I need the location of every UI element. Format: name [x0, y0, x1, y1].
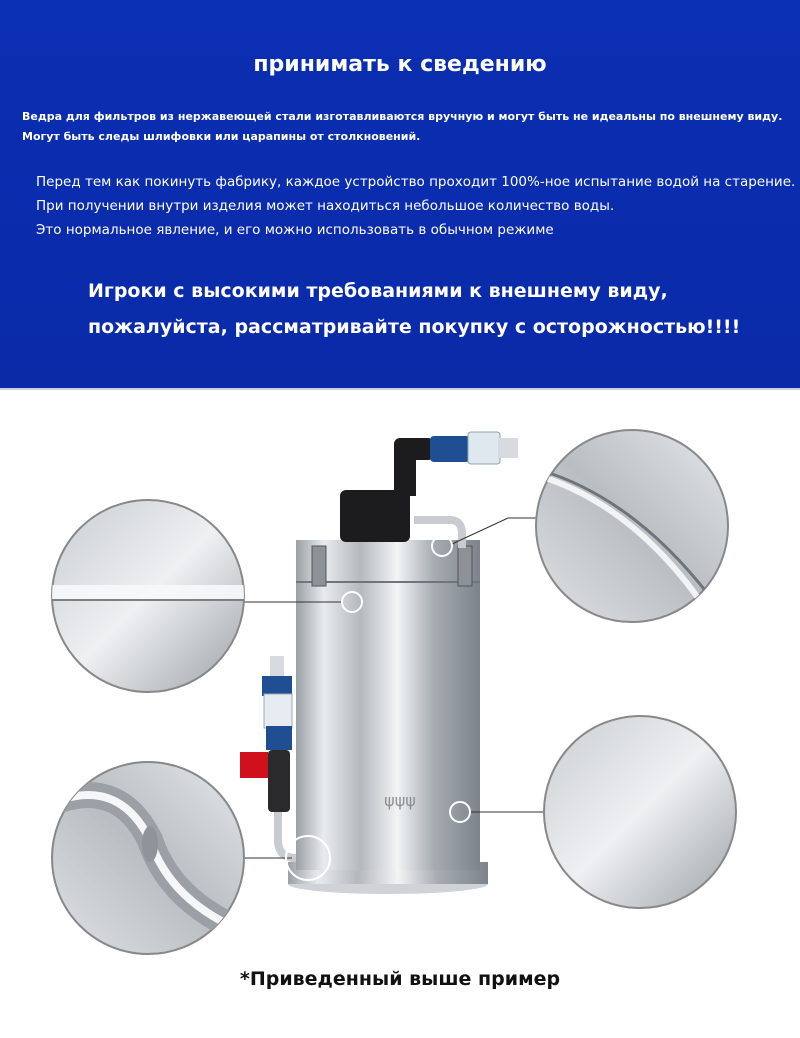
detail-circle-top-left	[40, 500, 260, 692]
inlet-valve	[240, 656, 296, 858]
notice-line-4: При получении внутри изделия может находиться небольшое количество воды.	[36, 198, 615, 214]
notice-line-5: Это нормальное явление, и его можно использовать в обычном режиме	[36, 222, 554, 238]
notice-line-2: Могут быть следы шлифовки или царапины от столкновений.	[22, 130, 421, 143]
detail-circle-bottom-right	[544, 716, 736, 908]
notice-line-3: Перед тем как покинуть фабрику, каждое устройство проходит 100%-ное испытание водой на старение.	[36, 174, 796, 190]
warning-line-2: пожалуйста, рассматривайте покупку с осторожностью!!!!	[88, 316, 741, 338]
filter-canister	[288, 540, 488, 894]
notice-line-1: Ведра для фильтров из нержавеющей стали изготавливаются вручную и могут быть не идеальны по внешнему виду.	[22, 110, 783, 123]
detail-circle-bottom-left	[52, 762, 244, 954]
pump-head	[340, 432, 518, 548]
example-caption: *Приведенный выше пример	[239, 968, 561, 990]
notice-title: принимать к сведению	[253, 52, 547, 77]
svg-text:ψψψ: ψψψ	[384, 791, 416, 810]
notice-banner	[0, 0, 800, 390]
product-illustration	[0, 390, 800, 1010]
detail-circle-top-right	[536, 430, 728, 622]
warning-line-1: Игроки с высокими требованиями к внешнему виду,	[88, 280, 668, 302]
